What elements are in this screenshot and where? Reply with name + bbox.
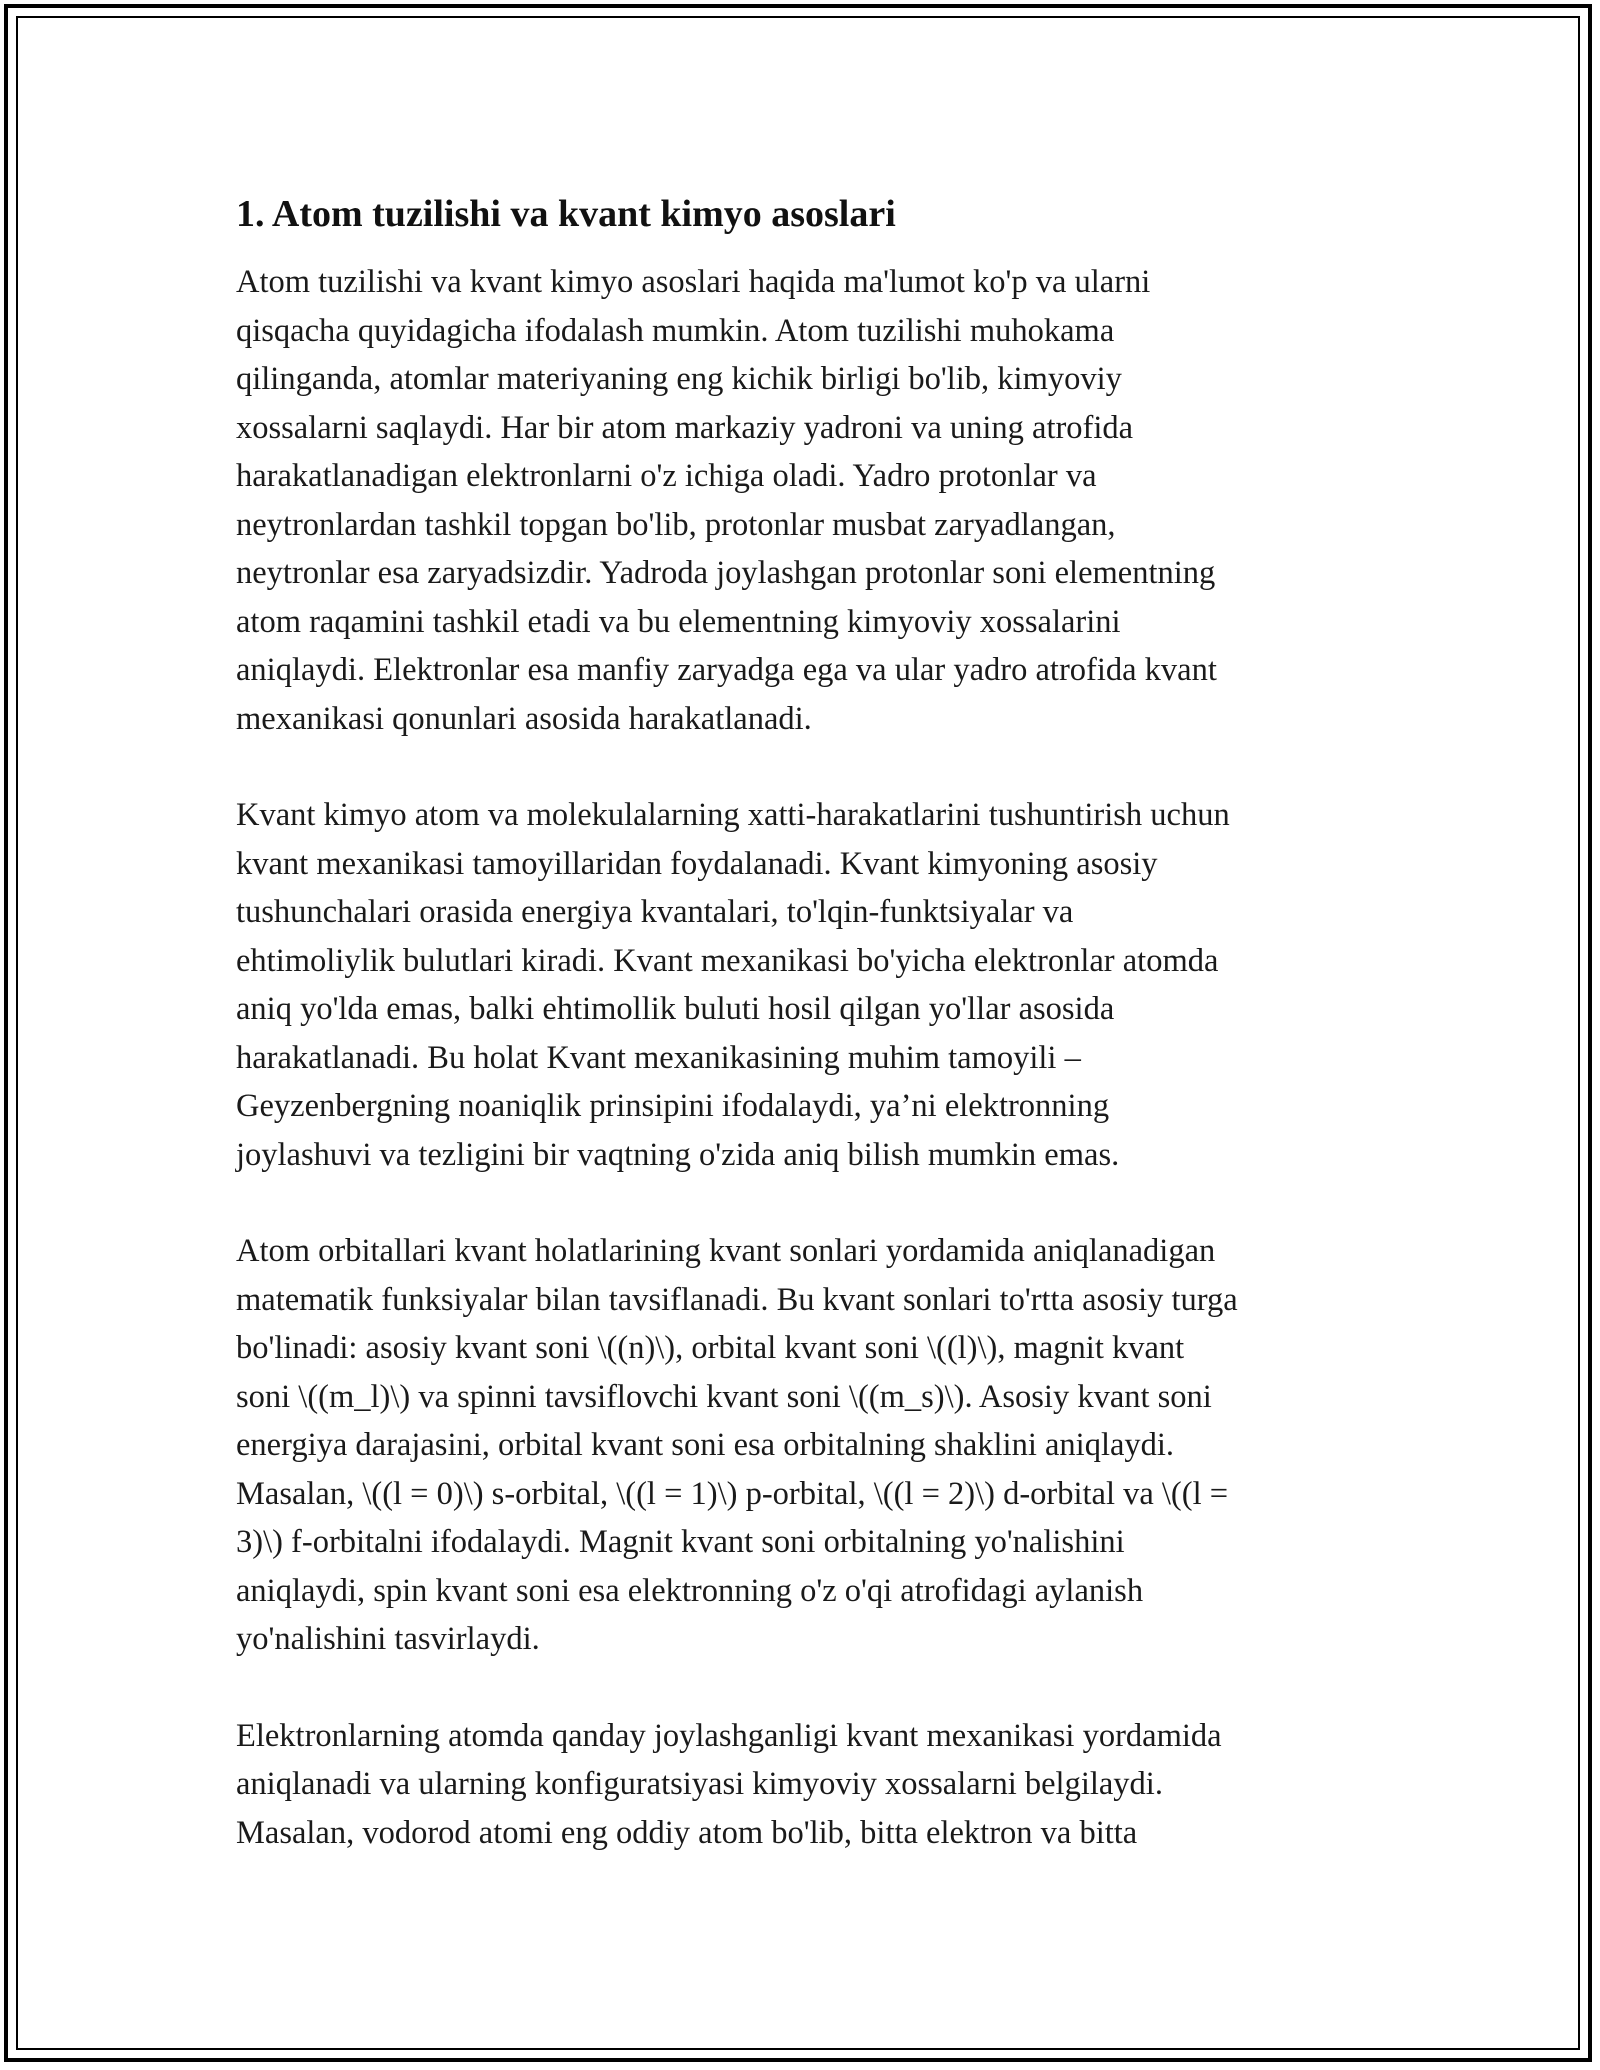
document-body — [236, 190, 1372, 1905]
paragraph-atom-structure: Atom tuzilishi va kvant kimyo asoslari haqida ma'lumot ko'p va ularni qisqacha quyidagicha ifodalash mumkin. Atom tuzilishi muhokama qilinganda, atomlar materiyaning eng kichik birligi bo'lib, kimyoviy xossalarni saqlaydi. Har bir atom markaziy yadroni va uning atrofida harakatlanadigan elektronlarni o'z ichiga oladi. Yadro protonlar va neytronlardan tashkil topgan bo'lib, protonlar musbat zaryadlangan, neytronlar esa zaryadsizdir. Yadroda joylashgan protonlar soni elementning atom raqamini tashkil etadi va bu elementning kimyoviy xossalarini aniqlaydi. Elektronlar esa manfiy zaryadga ega va ular yadro atrofida kvant mexanikasi qonunlari asosida harakatlanadi. — [236, 264, 1217, 737]
paragraph-quantum-chemistry: Kvant kimyo atom va molekulalarning xatti-harakatlarini tushuntirish uchun kvant mexanikasi tamoyillaridan foydalanadi. Kvant kimyoning asosiy tushunchalari orasida energiya kvantalari, to'lqin-funktsiyalar va ehtimoliylik bulutlari kiradi. Kvant mexanikasi bo'yicha elektronlar atomda aniq yo'lda emas, balki ehtimollik buluti hosil qilgan yo'llar asosida harakatlanadi. Bu holat Kvant mexanikasining muhim tamoyili – Geyzenbergning noaniqlik prinsipini ifodalaydi, ya’ni elektronning joylashuvi va tezligini bir vaqtning o'zida aniq bilish mumkin emas. — [236, 797, 1230, 1173]
document-title: 1. Atom tuzilishi va kvant kimyo asoslari — [236, 193, 896, 235]
paragraph-electron-configuration: Elektronlarning atomda qanday joylashganligi kvant mexanikasi yordamida aniqlanadi va ularning konfiguratsiyasi kimyoviy xossalarni belgilaydi. Masalan, vodorod atomi eng oddiy atom bo'lib, bitta elektron va bitta — [236, 1717, 1222, 1851]
paragraph-atomic-orbitals: Atom orbitallari kvant holatlarining kvant sonlari yordamida aniqlanadigan matematik funksiyalar bilan tavsiflanadi. Bu kvant sonlari to'rtta asosiy turga bo'linadi: asosiy kvant soni \((n)\), orbital kvant soni \((l)\), magnit kvant soni \((m_l)\) va spinni tavsiflovchi kvant soni \((m_s)\). Asosiy kvant soni energiya darajasini, orbital kvant soni esa orbitalning shaklini aniqlaydi. Masalan, \((l = 0)\) s-orbital, \((l = 1)\) p-orbital, \((l = 2)\) d-orbital va \((l = 3)\) f-orbitalni ifodalaydi. Magnit kvant soni orbitalning yo'nalishini aniqlaydi, spin kvant soni esa elektronning o'z o'qi atrofidagi aylanish yo'nalishini tasvirlaydi. — [236, 1233, 1238, 1657]
